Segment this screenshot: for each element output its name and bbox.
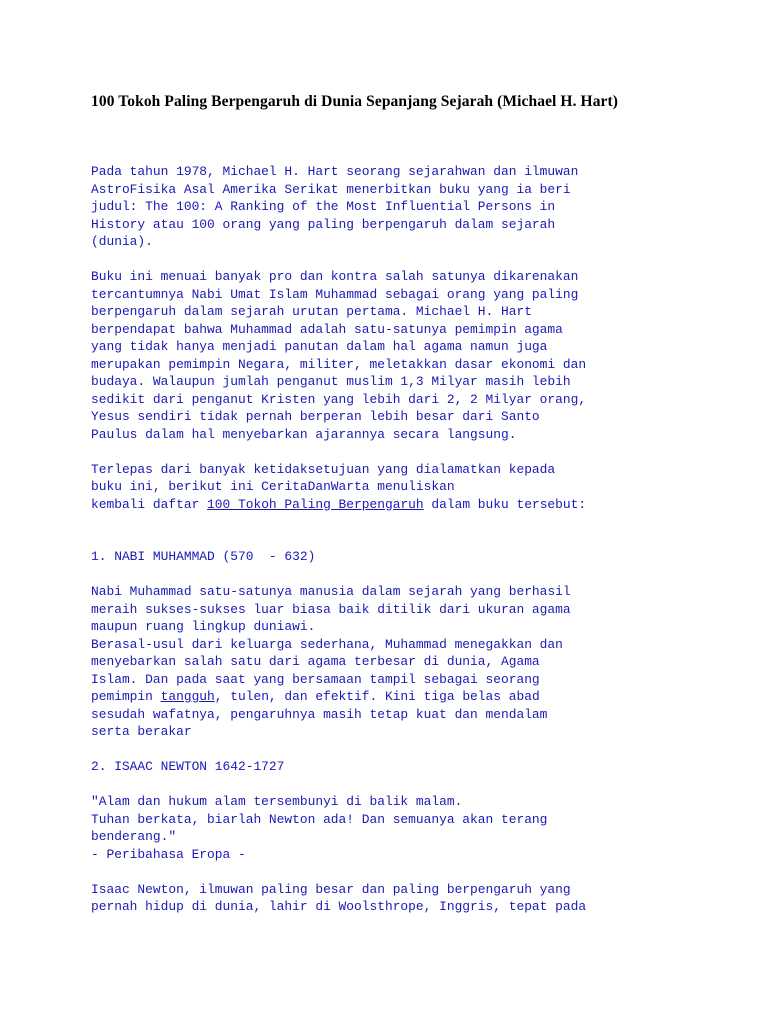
section-body-muhammad: [91, 583, 731, 741]
intro-paragraph-3-lead: Terlepas dari banyak ketidaksetujuan yang dialamatkan kepada buku ini, berikut ini CeritaDanWarta menuliskan kembali daftar: [91, 461, 556, 512]
tangguh-link[interactable]: tangguh: [160, 689, 215, 704]
section-body-muhammad-tail: , tulen, dan efektif. Kini tiga belas abad sesudah wafatnya, pengaruhnya masih tetap kuat dan mendalam serta berakar: [91, 689, 548, 739]
intro-paragraph-3-tail: dalam buku tersebut:: [423, 496, 587, 512]
list-link[interactable]: 100 Tokoh Paling Berpengaruh: [207, 496, 424, 512]
newton-quote: "Alam dan hukum alam tersembunyi di balik malam. Tuhan berkata, biarlah Newton ada! Dan semuanya akan terang benderang." - Peribahasa Eropa -: [91, 794, 548, 862]
intro-paragraph-1: Pada tahun 1978, Michael H. Hart seorang sejarahwan dan ilmuwan AstroFisika Asal Amerika Serikat menerbitkan buku yang ia beri judul: The 100: A Ranking of the Most Influential Persons in History atau 100 orang yang paling berpengaruh dalam sejarah (dunia).: [91, 164, 579, 249]
section-body-newton: Isaac Newton, ilmuwan paling besar dan paling berpengaruh yang pernah hidup di dunia, lahir di Woolsthrope, Inggris, tepat pada: [91, 881, 587, 914]
section-heading-newton: 2. ISAAC NEWTON 1642-1727: [91, 759, 285, 774]
document-body: [91, 163, 731, 916]
section-heading-muhammad: 1. NABI MUHAMMAD (570 - 632): [91, 549, 316, 564]
document-title: 100 Tokoh Paling Berpengaruh di Dunia Sepanjang Sejarah (Michael H. Hart): [91, 93, 619, 110]
intro-paragraph-2: Buku ini menuai banyak pro dan kontra salah satunya dikarenakan tercantumnya Nabi Umat Islam Muhammad sebagai orang yang paling berpengaruh dalam sejarah urutan pertama. Michael H. Hart berpendapat bahwa Muhammad adalah satu-satunya pemimpin agama yang tidak hanya menjadi panutan dalam hal agama namun juga merupakan pemimpin Negara, militer, meletakkan dasar ekonomi dan budaya. Walaupun jumlah penganut muslim 1,3 Milyar masih lebih sedikit dari penganut Kristen yang lebih dari 2, 2 Milyar orang, Yesus sendiri tidak pernah berperan lebih besar dari Santo Paulus dalam hal menyebarkan ajarannya secara langsung.: [91, 269, 587, 442]
section-body-muhammad-lead: Nabi Muhammad satu-satunya manusia dalam sejarah yang berhasil meraih sukses-sukses luar biasa baik ditilik dari ukuran agama maupun ruang lingkup duniawi. Berasal-usul dari keluarga sederhana, Muhammad menegakkan dan menyebarkan salah satu dari agama terbesar di dunia, Agama Islam. Dan pada saat yang bersamaan tampil sebagai seorang pemimpin: [91, 584, 571, 704]
intro-paragraph-3: [91, 461, 731, 514]
